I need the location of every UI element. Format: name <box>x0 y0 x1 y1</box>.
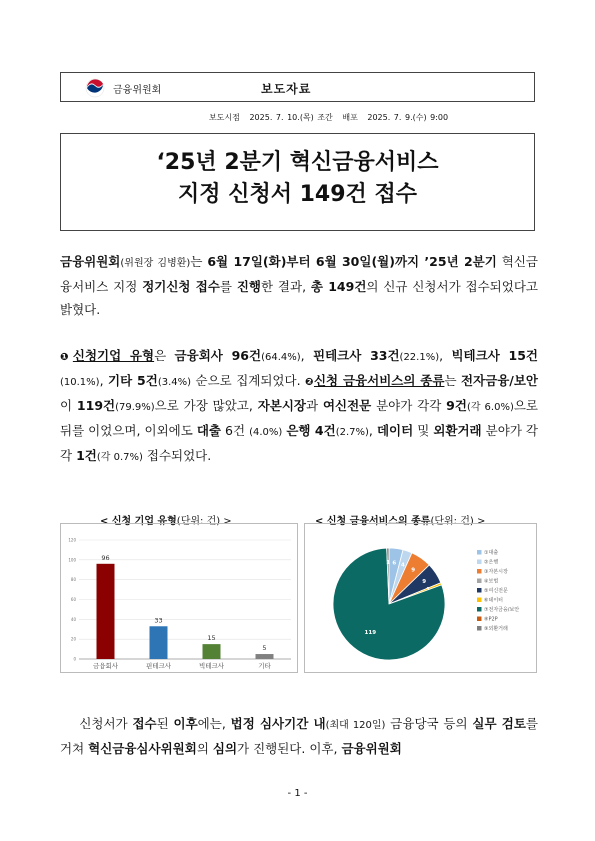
text-run: , <box>300 348 314 363</box>
bar-chart <box>61 524 297 672</box>
text-run: (64.4%) <box>261 352 301 363</box>
text-run: 1건 <box>76 448 97 463</box>
text-run: (22.1%) <box>399 352 440 363</box>
title-line-1: ‘25년 2분기 혁신금융서비스 <box>156 150 439 175</box>
legend-label: ⑧P2P <box>484 616 498 623</box>
pie-chart-title-text: < 신청 금융서비스의 종류 <box>315 516 431 527</box>
text-run: 혁신금융서비스 지정 <box>60 254 538 294</box>
text-run: 정기신청 접수 <box>142 279 220 294</box>
text-run: 접수되었다. <box>142 448 212 463</box>
text-run: (4.0%) <box>249 427 283 438</box>
legend-swatch <box>477 560 482 565</box>
x-tick-label: 금융회사 <box>92 662 119 670</box>
bar <box>150 626 168 659</box>
legend-label: ⑥데이터 <box>484 597 503 604</box>
legend-swatch <box>477 598 482 603</box>
text-run: 는 <box>444 373 461 388</box>
legend-label: ③자본시장 <box>484 569 508 575</box>
legend-swatch <box>477 550 482 555</box>
text-run: 금융위원회 <box>60 254 121 269</box>
legend-swatch <box>477 579 482 584</box>
text-run: 빅테크사 15건 <box>451 348 539 363</box>
legend-label: ⑤여신전문 <box>484 588 508 594</box>
legend-swatch <box>477 588 482 593</box>
header-box <box>60 72 535 102</box>
text-run: 실무 검토 <box>472 716 526 731</box>
bar <box>97 564 115 659</box>
text-run: (위원장 김병환) <box>120 258 191 269</box>
doc-type: 보도자료 <box>261 82 312 96</box>
text-run: , <box>439 348 452 363</box>
page-number: - 1 - <box>287 788 308 799</box>
text-run: 데이터 <box>376 423 414 438</box>
circled-number-1: ❶ <box>60 352 73 363</box>
y-tick-label: 120 <box>68 537 76 543</box>
legend-swatch <box>477 607 482 612</box>
bar <box>203 644 221 659</box>
title-line-2: 지정 신청서 149건 접수 <box>178 182 417 207</box>
text-run: 전자금융/보안 <box>460 373 539 388</box>
pie-value-label: 9 <box>411 567 416 574</box>
legend-label: ②은행 <box>484 559 499 566</box>
paragraph-3 <box>60 712 538 760</box>
legend-label: ④보험 <box>484 578 499 585</box>
bar-chart-title-text: < 신청 기업 유형 <box>100 516 177 527</box>
y-tick-label: 0 <box>73 656 76 662</box>
text-run: (각 6.0%) <box>466 402 514 413</box>
bar-value-label: 96 <box>101 553 110 562</box>
text-run: 혁신금융심사위원회 <box>88 741 197 756</box>
legend-label: ⑦전자금융/보안 <box>484 607 520 613</box>
text-run: 된 <box>156 716 174 731</box>
text-run: , <box>368 423 377 438</box>
text-run: 분야가 각각 <box>371 398 447 413</box>
text-run: 에는, <box>197 716 231 731</box>
text-run: 으로 가장 많았고, <box>154 398 258 413</box>
text-run: 금융당국 등의 <box>385 716 473 731</box>
org-name: 금융위원회 <box>113 85 162 96</box>
text-run: 심의 <box>212 741 238 756</box>
legend-swatch <box>477 617 482 622</box>
bar-chart-box <box>60 523 298 673</box>
text-run: 대출 <box>196 423 221 438</box>
legend-swatch <box>477 569 482 574</box>
text-run: 핀테크사 33건 <box>313 348 400 363</box>
bar <box>256 654 274 659</box>
text-run: 접수 <box>132 716 157 731</box>
text-run: (79.9%) <box>115 402 155 413</box>
text-run: 여신전문 <box>322 398 372 413</box>
text-run: 법정 심사기간 내 <box>230 716 326 731</box>
text-run: 과 <box>306 398 323 413</box>
bar-value-label: 15 <box>207 634 216 643</box>
pie-value-label: 119 <box>364 629 377 636</box>
x-tick-label: 기타 <box>258 662 271 670</box>
release-label: 보도시점 <box>209 113 240 122</box>
text-run: 금융회사 96건 <box>174 348 262 363</box>
text-run: 신청서가 <box>79 716 133 731</box>
y-tick-label: 100 <box>68 557 76 563</box>
legend-swatch <box>477 626 482 631</box>
legend-label: ①대출 <box>484 550 499 556</box>
y-tick-label: 60 <box>70 597 76 602</box>
bar-value-label: 33 <box>154 616 163 625</box>
pie-value-label: 9 <box>422 578 427 585</box>
text-run: 6건 <box>220 423 250 438</box>
text-run: 금융위원회 <box>341 741 402 756</box>
text-run: 외환거래 <box>433 423 482 438</box>
text-run: 신청 금융서비스의 종류 <box>313 373 445 388</box>
bar-chart-unit: (단위: 건) > <box>176 516 232 527</box>
bar-value-label: 5 <box>262 644 267 653</box>
text-run: 9건 <box>446 398 467 413</box>
text-run: 신청기업 유형 <box>72 348 155 363</box>
text-run: 진행 <box>236 279 261 294</box>
text-run: 이후 <box>173 716 198 731</box>
pie-chart <box>305 524 536 672</box>
text-run: 를 <box>219 279 237 294</box>
pie-value-label: 4 <box>400 562 405 569</box>
text-run: 총 149건 <box>310 279 367 294</box>
text-run: (3.4%) <box>157 377 192 388</box>
x-tick-label: 빅테크사 <box>198 662 225 670</box>
y-tick-label: 80 <box>70 577 76 583</box>
y-tick-label: 40 <box>70 616 76 622</box>
text-run: 순으로 집계되었다. <box>191 373 306 388</box>
text-run: 가 진행된다. 이후, <box>237 741 342 756</box>
y-tick-label: 20 <box>70 636 76 642</box>
text-run: 이 <box>60 398 77 413</box>
pie-value-label: 6 <box>392 560 397 567</box>
text-run: 으로 뒤를 이었으며, 이외에도 <box>60 398 539 438</box>
text-run: 및 <box>413 423 434 438</box>
text-run: 자본시장 <box>257 398 307 413</box>
text-run: 기타 5건 <box>108 373 158 388</box>
text-run: (각 0.7%) <box>96 452 143 463</box>
text-run: (2.7%) <box>335 427 369 438</box>
text-run: 은 <box>154 348 175 363</box>
text-run: 6월 17일(화)부터 6월 30일(월)까지 ’25년 2분기 <box>207 254 497 269</box>
text-run: 분야가 각각 <box>60 423 539 463</box>
x-tick-label: 핀테크사 <box>145 662 172 670</box>
pie-value-label: 1 <box>386 560 391 567</box>
circled-number-2: ❷ <box>305 377 314 388</box>
text-run: 를 거쳐 <box>60 716 538 756</box>
text-run: 한 결과, <box>260 279 311 294</box>
legend-label: ⑨외환거래 <box>484 626 508 632</box>
dateline <box>209 112 454 123</box>
text-run: 의 신규 신청서가 접수되었다고 밝혔다. <box>60 279 538 317</box>
paragraph-1 <box>60 250 538 321</box>
text-run: , <box>99 373 109 388</box>
text-run: 은행 4건 <box>286 423 336 438</box>
release-value: 2025. 7. 10.(목) 조간 <box>249 113 333 122</box>
text-run: 의 <box>196 741 213 756</box>
title-box <box>60 133 535 231</box>
text-run: (10.1%) <box>60 377 100 388</box>
text-run: 119건 <box>76 398 116 413</box>
text-run: 는 <box>190 254 208 269</box>
government-emblem-icon <box>85 78 105 98</box>
pie-chart-unit: (단위: 건) > <box>430 516 486 527</box>
distribution-value: 2025. 7. 9.(수) 9:00 <box>367 113 449 122</box>
paragraph-2 <box>60 344 538 469</box>
distribution-label: 배포 <box>342 113 358 122</box>
pie-chart-box <box>304 523 537 673</box>
text-run: (최대 120일) <box>325 720 386 731</box>
